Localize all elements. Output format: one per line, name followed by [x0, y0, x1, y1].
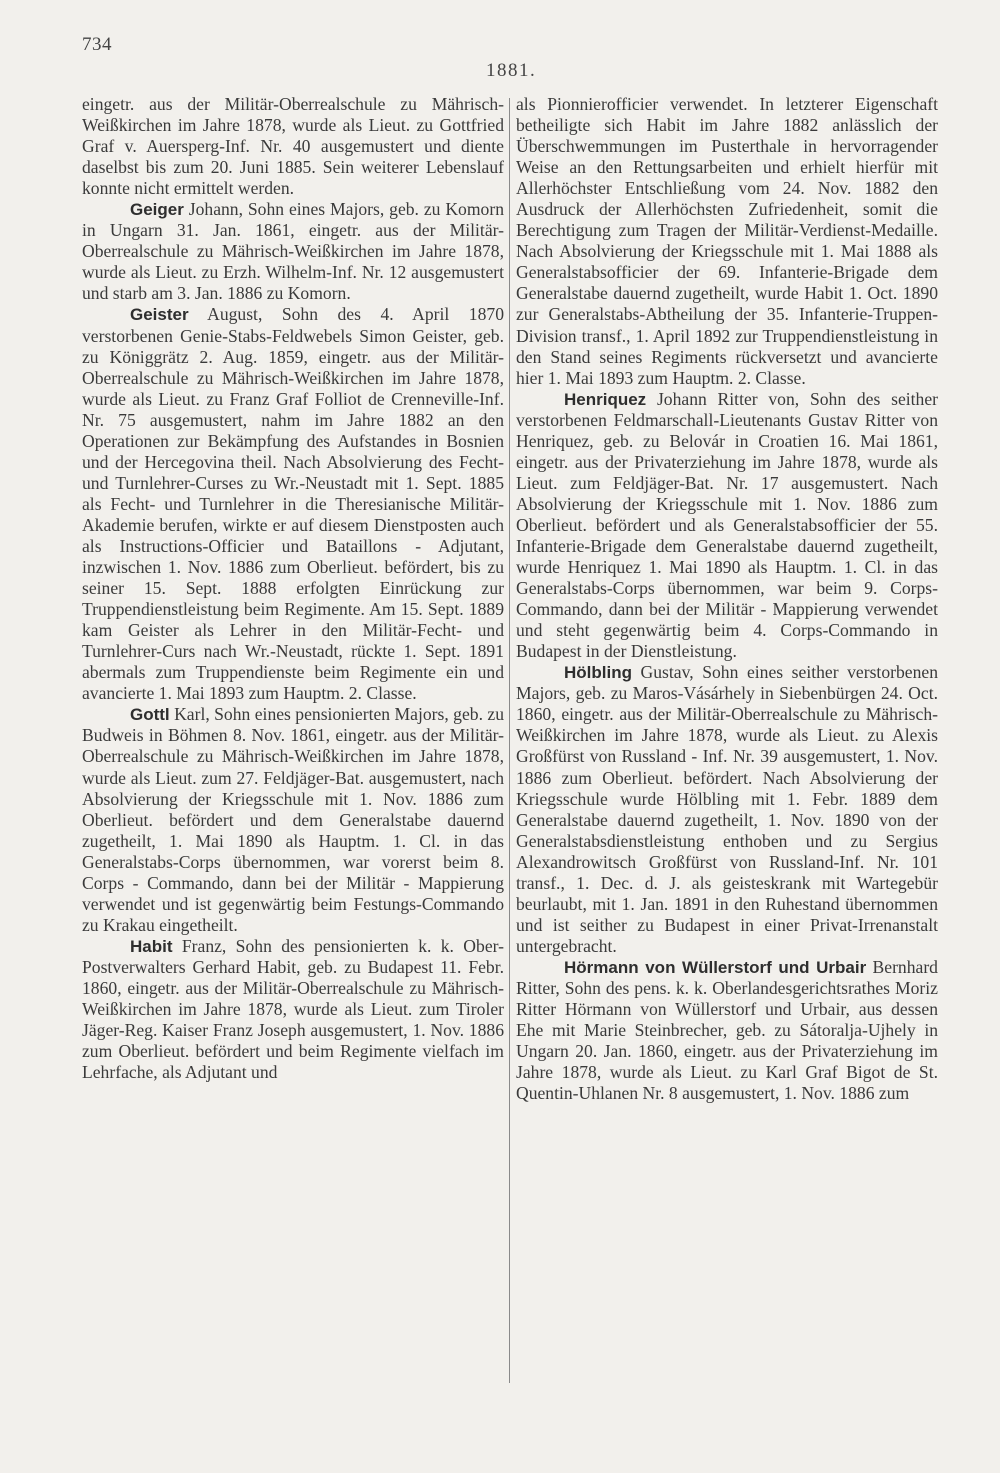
entry-text: Karl, Sohn eines pensionierten Majors, geb. zu Budweis in Böhmen 8. Nov. 1861, eingetr. aus der Militär-Oberrealschule zu Mährisch-Weißkirchen im Jahre 1878, wurde als Lieut. zum 27. Feldjäger-Bat. ausgemustert, nach Absolvierung der Kriegsschule mit 1. Nov. 1886 zum Oberlieut. befördert und dem Generalstabe dauernd zugetheilt, 1. Mai 1890 als Hauptm. 1. Cl. in das Generalstabs-Corps übernommen, war vorerst beim 8. Corps - Commando, dann bei der Militär - Mappierung verwendet und ist gegenwärtig beim Festungs-Commando zu Krakau eingetheilt.: [82, 704, 504, 935]
column-divider: [509, 98, 510, 1383]
biography-entry-henriquez: [516, 389, 938, 663]
biography-entry-geiger: [82, 199, 504, 304]
page-number: 734: [82, 34, 112, 55]
entry-text: Franz, Sohn des pensionierten k. k. Ober-Postverwalters Gerhard Habit, geb. zu Budapest 11. Febr. 1860, eingetr. aus der Militär-Oberrealschule zu Mährisch-Weißkirchen im Jahre 1878, wurde als Lieut. zum Tiroler Jäger-Reg. Kaiser Franz Joseph ausgemustert, 1. Nov. 1886 zum Oberlieut. befördert und beim Regimente vielfach im Lehrfache, als Adjutant und: [82, 935, 504, 1083]
left-column: [82, 94, 504, 1083]
running-header-year: 1881.: [486, 60, 537, 81]
continuation-paragraph: eingetr. aus der Militär-Oberrealschule zu Mährisch-Weißkirchen im Jahre 1878, wurde als Lieut. zu Gottfried Graf v. Auersperg-Inf. Nr. 40 ausgemustert und diente daselbst bis zum 20. Juni 1885. Sein weiterer Lebenslauf konnte nicht ermittelt werden.: [82, 94, 504, 199]
entry-surname: Hörmann von Wüllerstorf und Urbair: [564, 957, 867, 977]
entry-surname: Henriquez: [564, 389, 647, 409]
biography-entry-hoelbling: [516, 662, 938, 957]
entry-surname: Gottl: [130, 705, 170, 725]
biography-entry-gottl: [82, 704, 504, 936]
entry-text: Gustav, Sohn eines seither verstorbenen Majors, geb. zu Maros-Vásárhely in Siebenbürgen 24. Oct. 1860, eingetr. aus der Militär-Oberrealschule zu Mährisch-Weißkirchen im Jahre 1878, wurde als Lieut. zu Alexis Großfürst von Russland - Inf. Nr. 39 ausgemustert, 1. Nov. 1886 zum Oberlieut. befördert. Nach Absolvierung der Kriegsschule wurde Hölbling mit 1. Febr. 1889 dem Generalstabe dauernd zugetheilt, 1. Nov. 1890 von der Generalstabsdienstleistung enthoben und zu Sergius Alexandrowitsch Großfürst von Russland-Inf. Nr. 101 transf., 1. Dec. d. J. als geisteskrank mit Wartegebür beurlaubt, mit 1. Jan. 1891 in den Ruhestand übernommen und ist seither zu Budapest in einer Privat-Irrenanstalt untergebracht.: [516, 662, 938, 956]
biography-entry-habit: [82, 936, 504, 1083]
entry-text: August, Sohn des 4. April 1870 verstorbenen Genie-Stabs-Feldwebels Simon Geister, geb. zu Königgrätz 2. Aug. 1859, eingetr. aus der Militär-Oberrealschule zu Mährisch-Weißkirchen im Jahre 1878, wurde als Lieut. zu Franz Graf Folliot de Crenneville-Inf. Nr. 75 ausgemustert, nahm im Jahre 1882 an den Operationen zur Bekämpfung des Aufstandes in Bosnien und der Hercegovina theil. Nach Absolvierung des Fecht- und Turnlehrer-Curses zu Wr.-Neustadt mit 1. Sept. 1885 als Fecht- und Turnlehrer in die Theresianische Militär-Akademie berufen, wirkte er auf diesem Dienstposten auch als Instructions-Officier und Bataillons - Adjutant, inzwischen 1. Nov. 1886 zum Oberlieut. befördert, bis zu seiner 15. Sept. 1888 erfolgten Einrückung zur Truppendienstleistung beim Regimente. Am 15. Sept. 1889 kam Geister als Lehrer in den Militär-Fecht- und Turnlehrer-Curs nach Wr.-Neustadt, rückte 1. Sept. 1891 abermals zum Truppendienste beim Regimente ein und avancierte 1. Mai 1893 zum Hauptm. 2. Classe.: [82, 304, 504, 704]
continuation-paragraph: als Pionnierofficier verwendet. In letzterer Eigenschaft betheiligte sich Habit im Jahre 1882 anlässlich der Überschwemmungen im Pusterthale in hervorragender Weise an den Rettungsarbeiten und erhielt hierfür mit Allerhöchster Entschließung vom 24. Nov. 1882 den Ausdruck der Allerhöchsten Zufriedenheit, somit die Berechtigung zum Tragen der Militär-Verdienst-Medaille. Nach Absolvierung der Kriegsschule mit 1. Mai 1888 als Generalstabsofficier der 69. Infanterie-Brigade dem Generalstabe dauernd zugetheilt, wurde Habit 1. Oct. 1890 zur Generalstabs-Abtheilung der 35. Infanterie-Truppen-Division transf., 1. April 1892 zur Truppendienstleistung in den Stand seines Regiments rückversetzt und avancierte hier 1. Mai 1893 zum Hauptm. 2. Classe.: [516, 94, 938, 388]
entry-surname: Habit: [130, 936, 173, 956]
biography-entry-hoermann: [516, 957, 938, 1104]
right-column: [516, 94, 938, 1104]
entry-surname: Geiger: [130, 200, 184, 220]
entry-surname: Geister: [130, 305, 189, 325]
entry-surname: Hölbling: [564, 663, 632, 683]
entry-text: Bernhard Ritter, Sohn des pens. k. k. Oberlandesgerichtsrathes Moriz Ritter Hörmann von Wüllerstorf und Urbair, aus dessen Ehe mit Marie Steinbrecher, geb. zu Sátoralja-Ujhely in Ungarn 20. Jan. 1860, eingetr. aus der Privaterziehung im Jahre 1878, wurde als Lieut. zu Karl Graf Bigot de St. Quentin-Uhlanen Nr. 8 ausgemustert, 1. Nov. 1886 zum: [516, 956, 938, 1104]
biography-entry-geister: [82, 304, 504, 704]
entry-text: Johann, Sohn eines Majors, geb. zu Komorn in Ungarn 31. Jan. 1861, eingetr. aus der Militär-Oberrealschule zu Mährisch-Weißkirchen im Jahre 1878, wurde als Lieut. zu Erzh. Wilhelm-Inf. Nr. 12 ausgemustert und starb am 3. Jan. 1886 zu Komorn.: [82, 199, 504, 304]
entry-text: Johann Ritter von, Sohn des seither verstorbenen Feldmarschall-Lieutenants Gustav Ritter von Henriquez, geb. zu Belovár in Croatien 16. Mai 1861, eingetr. aus der Privaterziehung im Jahre 1878, wurde als Lieut. zum Feldjäger-Bat. Nr. 17 ausgemustert. Nach Absolvierung der Kriegsschule mit 1. Nov. 1886 zum Oberlieut. befördert und als Generalstabsofficier der 55. Infanterie-Brigade dem Generalstabe dauernd zugetheilt, wurde Henriquez 1. Mai 1890 als Hauptm. 1. Cl. in das Generalstabs-Corps übernommen, war beim 9. Corps-Commando, dann bei der Militär - Mappierung verwendet und steht gegenwärtig beim 4. Corps-Commando in Budapest in der Dienstleistung.: [516, 388, 938, 662]
